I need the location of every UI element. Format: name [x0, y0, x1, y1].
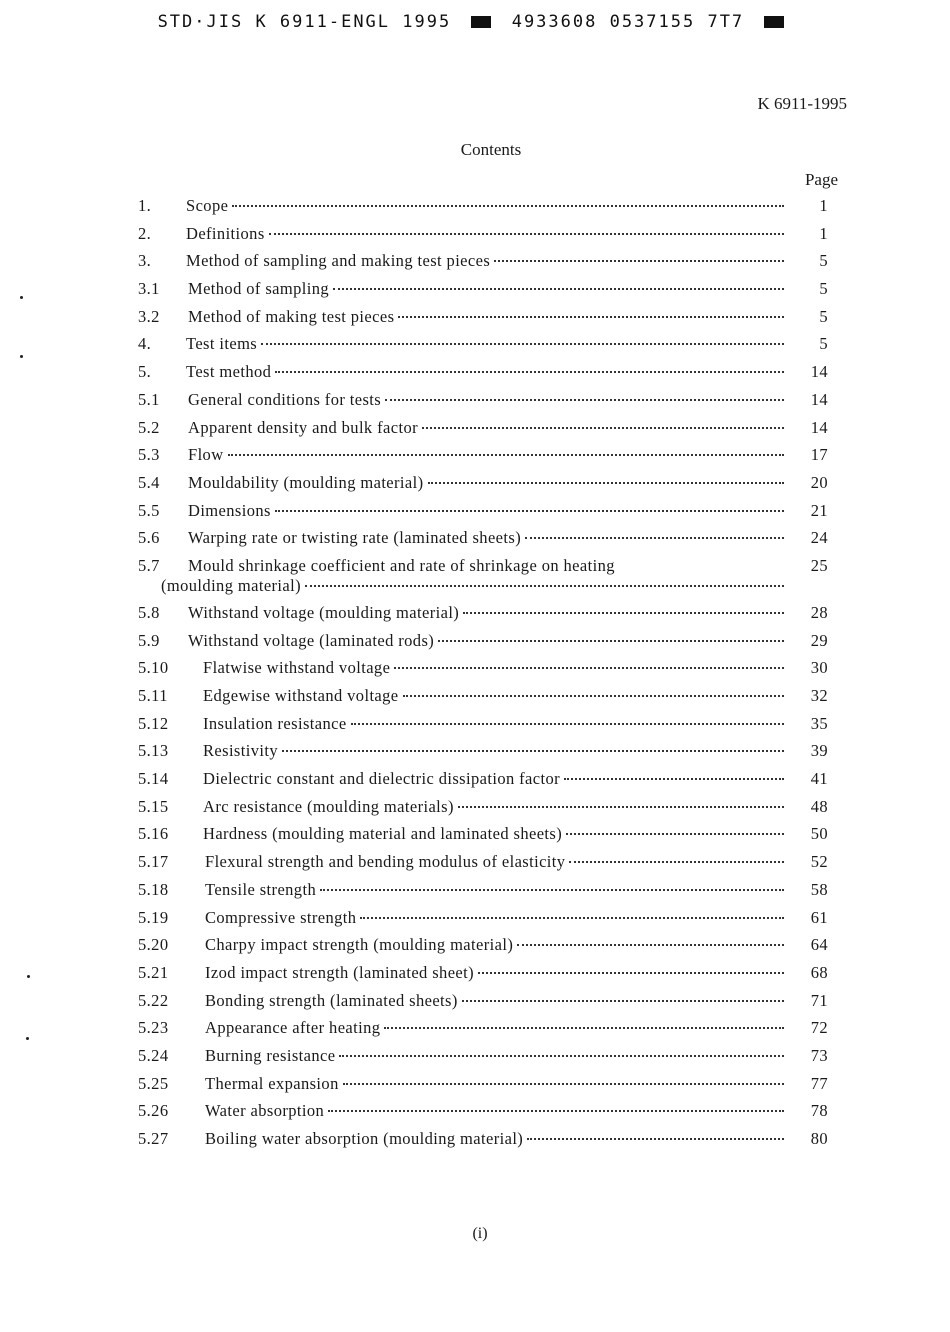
- toc-entry-page: 5: [819, 251, 828, 271]
- dot-leader: [527, 1138, 784, 1140]
- toc-entry: [138, 1074, 828, 1102]
- toc-entry: [138, 418, 828, 446]
- toc-entry-title: General conditions for tests: [188, 389, 382, 409]
- toc-entry-title: Dimensions: [188, 500, 271, 520]
- toc-entry: [138, 279, 828, 307]
- toc-entry-title: Withstand voltage (moulding material): [188, 602, 460, 622]
- toc-entry: [138, 631, 828, 659]
- dot-leader: [394, 667, 784, 669]
- toc-entry: [138, 1046, 828, 1074]
- toc-entry-number: 5.23: [138, 1018, 169, 1038]
- toc-entry-number: 5.9: [138, 630, 160, 650]
- toc-entry: [138, 686, 828, 714]
- toc-entry-title: Bonding strength (laminated sheets): [205, 990, 458, 1010]
- toc-entry-number: 3.2: [138, 306, 160, 326]
- dot-leader: [428, 482, 784, 484]
- toc-entry: [138, 908, 828, 936]
- toc-entry-number: 1.: [138, 196, 152, 215]
- toc-entry: [138, 935, 828, 963]
- toc-entry-title: Resistivity: [203, 741, 278, 761]
- toc-entry-number: 5.11: [138, 686, 168, 705]
- toc-entry-number: 5.8: [138, 602, 160, 622]
- toc-entry-page: 14: [810, 417, 828, 437]
- toc-entry-number: 5.15: [138, 796, 169, 816]
- toc-entry-title: Mouldability (moulding material): [188, 472, 424, 492]
- toc-entry-number: 5.1: [138, 389, 160, 409]
- toc-entry-title: Insulation resistance: [203, 713, 347, 733]
- toc-entry-number: 5.18: [138, 879, 169, 899]
- toc-entry-number: 5.17: [138, 852, 169, 872]
- toc-entry-page: 35: [810, 713, 828, 733]
- toc-entry-number: 5.6: [138, 528, 160, 548]
- dot-leader: [385, 399, 784, 401]
- toc-entry: [138, 963, 828, 991]
- dot-leader: [438, 640, 784, 642]
- dot-leader: [384, 1027, 784, 1029]
- toc-entry: [138, 658, 828, 686]
- dot-leader: [494, 260, 784, 262]
- toc-entry-number: 3.1: [138, 279, 160, 299]
- black-block-mark: [764, 16, 784, 28]
- toc-entry-number: 5.21: [138, 962, 169, 982]
- toc-entry: [138, 390, 828, 418]
- toc-entry-page: 39: [810, 741, 828, 761]
- toc-entry-number: 5.14: [138, 769, 169, 789]
- page-title: Contents: [460, 140, 522, 159]
- toc-entry-number: 5.3: [138, 445, 160, 465]
- toc-entry-number: 5.22: [138, 990, 169, 1010]
- toc-entry-title: Compressive strength: [205, 907, 357, 927]
- toc-entry-page: 20: [810, 472, 828, 492]
- toc-entry-title: Method of sampling: [188, 279, 330, 299]
- toc-entry-title: Tensile strength: [205, 879, 317, 899]
- dot-leader: [462, 1000, 784, 1002]
- toc-entry: [138, 445, 828, 473]
- scan-speck: [20, 355, 23, 358]
- toc-entry-title: Hardness (moulding material and laminated sheets): [203, 824, 563, 844]
- toc-entry-title: Flow: [188, 445, 224, 465]
- toc-entry-number: 3.: [138, 251, 152, 271]
- toc-entry-page: 50: [810, 824, 828, 844]
- toc-entry-page: 17: [810, 445, 828, 465]
- toc-entry-title: Mould shrinkage coefficient and rate of shrinkage on heating: [188, 555, 615, 575]
- toc-entry-page: 21: [810, 500, 828, 520]
- toc-entry-number: 5.4: [138, 472, 160, 492]
- toc-entry-number: 5.10: [138, 658, 169, 678]
- toc-entry-page: 58: [810, 879, 828, 899]
- dot-leader: [232, 205, 784, 207]
- toc-entry-page: 5: [819, 334, 828, 354]
- dot-leader: [351, 723, 784, 725]
- toc-entry: [138, 1018, 828, 1046]
- dot-leader: [339, 1055, 784, 1057]
- page-column-label: Page: [804, 170, 838, 189]
- dot-leader: [569, 861, 784, 863]
- scan-speck: [27, 975, 30, 978]
- toc-entry-number: 5.7: [138, 555, 160, 575]
- dot-leader: [566, 833, 784, 835]
- dot-leader: [398, 316, 784, 318]
- dot-leader: [422, 427, 784, 429]
- toc-entry-page: 5: [819, 279, 828, 299]
- toc-entry: [138, 824, 828, 852]
- toc-entry-number: 5.13: [138, 741, 169, 761]
- toc-entry-title-continued: (moulding material): [161, 575, 302, 595]
- dot-leader: [261, 343, 784, 345]
- toc-entry-page: 72: [810, 1018, 828, 1038]
- toc-entry-title: Flexural strength and bending modulus of elasticity: [205, 852, 566, 872]
- toc-entry-page: 25: [810, 555, 828, 575]
- dot-leader: [478, 972, 784, 974]
- toc-entry-page: 77: [810, 1073, 828, 1093]
- toc-entry-number: 5.27: [138, 1129, 169, 1148]
- dot-leader: [305, 585, 784, 587]
- toc-entry-title: Definitions: [186, 223, 265, 243]
- black-block-mark: [471, 16, 491, 28]
- dot-leader: [463, 612, 784, 614]
- stamp-left: STD·JIS K 6911-ENGL 1995: [157, 12, 452, 32]
- toc-entry-title: Apparent density and bulk factor: [188, 417, 418, 437]
- toc-entry-page: 29: [810, 630, 828, 650]
- toc-entry-number: 5.26: [138, 1101, 169, 1121]
- toc-entry: [138, 334, 828, 362]
- toc-entry-page: 28: [810, 602, 828, 622]
- toc-entry-title: Withstand voltage (laminated rods): [188, 630, 435, 650]
- toc-entry-title: Edgewise withstand voltage: [203, 686, 399, 705]
- toc-entry: [138, 741, 828, 769]
- toc-entry: [138, 224, 828, 252]
- dot-leader: [275, 510, 784, 512]
- toc-entry: [138, 1101, 828, 1129]
- toc-entry-page: 78: [810, 1101, 828, 1121]
- toc-entry-page: 5: [819, 306, 828, 326]
- scan-speck: [20, 296, 23, 299]
- header-stamp: [0, 12, 950, 32]
- toc-entry-title: Dielectric constant and dielectric dissipation factor: [203, 769, 561, 789]
- dot-leader: [333, 288, 784, 290]
- toc-entry: [138, 603, 828, 631]
- toc-entry: [138, 991, 828, 1019]
- toc-entry: [138, 714, 828, 742]
- toc-entry-number: 5.20: [138, 935, 169, 955]
- toc-entry: [138, 501, 828, 529]
- toc-entry-title: Scope: [186, 196, 229, 215]
- toc-entry-page: 80: [810, 1129, 828, 1148]
- toc-entry: [138, 307, 828, 335]
- toc-entry-number: 4.: [138, 334, 152, 354]
- toc-entry: [138, 880, 828, 908]
- toc-entry-page: 64: [810, 935, 828, 955]
- toc-entry-page: 41: [810, 769, 828, 789]
- toc-entry-number: 5.25: [138, 1073, 169, 1093]
- toc-entry: [138, 769, 828, 797]
- toc-entry-page: 68: [810, 962, 828, 982]
- toc-entry-page: 1: [819, 223, 828, 243]
- toc-entry-page: 14: [810, 362, 828, 382]
- toc-entry-page: 1: [819, 196, 828, 215]
- dot-leader: [564, 778, 784, 780]
- dot-leader: [275, 371, 784, 373]
- page-number-footer: (i): [472, 1225, 488, 1242]
- dot-leader: [320, 889, 784, 891]
- toc-entry-page: 73: [810, 1045, 828, 1065]
- toc-entry-number: 5.2: [138, 417, 160, 437]
- toc-entry-page: 24: [810, 528, 828, 548]
- toc-entry-page: 14: [810, 389, 828, 409]
- toc-entry: [138, 196, 828, 224]
- stamp-mid: 4933608 0537155 7T7: [511, 12, 745, 32]
- dot-leader: [458, 806, 784, 808]
- toc-entry: [138, 251, 828, 279]
- toc-entry-page: 52: [810, 852, 828, 872]
- toc-entry: [138, 528, 828, 556]
- toc-entry: [138, 1129, 828, 1157]
- scan-speck: [26, 1037, 29, 1040]
- dot-leader: [360, 917, 784, 919]
- toc-entry-page: 71: [810, 990, 828, 1010]
- toc-entry-title: Method of making test pieces: [188, 306, 395, 326]
- toc-entry-number: 5.24: [138, 1045, 169, 1065]
- toc-entry-number: 5.16: [138, 824, 169, 844]
- toc-entry-title: Charpy impact strength (moulding material): [205, 935, 514, 955]
- toc-entry: [138, 473, 828, 501]
- toc-entry-title: Test items: [186, 334, 258, 354]
- dot-leader: [403, 695, 784, 697]
- toc-entry-title: Thermal expansion: [205, 1073, 339, 1093]
- toc-entry-title: Burning resistance: [205, 1045, 336, 1065]
- toc-entry-title: Test method: [186, 362, 272, 382]
- toc-entry-number: 5.19: [138, 907, 169, 927]
- toc-entry-number: 5.5: [138, 500, 160, 520]
- toc-entry-title: Warping rate or twisting rate (laminated sheets): [188, 528, 522, 548]
- dot-leader: [525, 537, 784, 539]
- toc-entry-title: Appearance after heating: [205, 1018, 381, 1038]
- toc-entry: [138, 852, 828, 880]
- document-id: K 6911-1995: [757, 94, 847, 113]
- toc-entry-title: Water absorption: [205, 1101, 325, 1121]
- dot-leader: [343, 1083, 784, 1085]
- toc-entry-number: 5.12: [138, 713, 169, 733]
- toc-entry: [138, 362, 828, 390]
- toc-entry: [138, 556, 828, 603]
- dot-leader: [328, 1110, 784, 1112]
- toc-entry-title: Boiling water absorption (moulding material): [205, 1129, 524, 1148]
- dot-leader: [269, 233, 784, 235]
- toc-entry-title: Izod impact strength (laminated sheet): [205, 962, 475, 982]
- dot-leader: [282, 750, 784, 752]
- toc-entry-title: Flatwise withstand voltage: [203, 658, 391, 678]
- toc-entry-page: 30: [810, 658, 828, 678]
- toc-entry-page: 61: [810, 907, 828, 927]
- toc-entry-page: 48: [810, 796, 828, 816]
- dot-leader: [228, 454, 784, 456]
- toc-entry: [138, 797, 828, 825]
- table-of-contents: [138, 196, 828, 1157]
- dot-leader: [517, 944, 784, 946]
- toc-entry-page: 32: [810, 686, 828, 705]
- toc-entry-title: Arc resistance (moulding materials): [203, 796, 454, 816]
- toc-entry-title: Method of sampling and making test pieces: [186, 251, 491, 271]
- toc-entry-number: 2.: [138, 223, 152, 243]
- toc-entry-number: 5.: [138, 362, 152, 382]
